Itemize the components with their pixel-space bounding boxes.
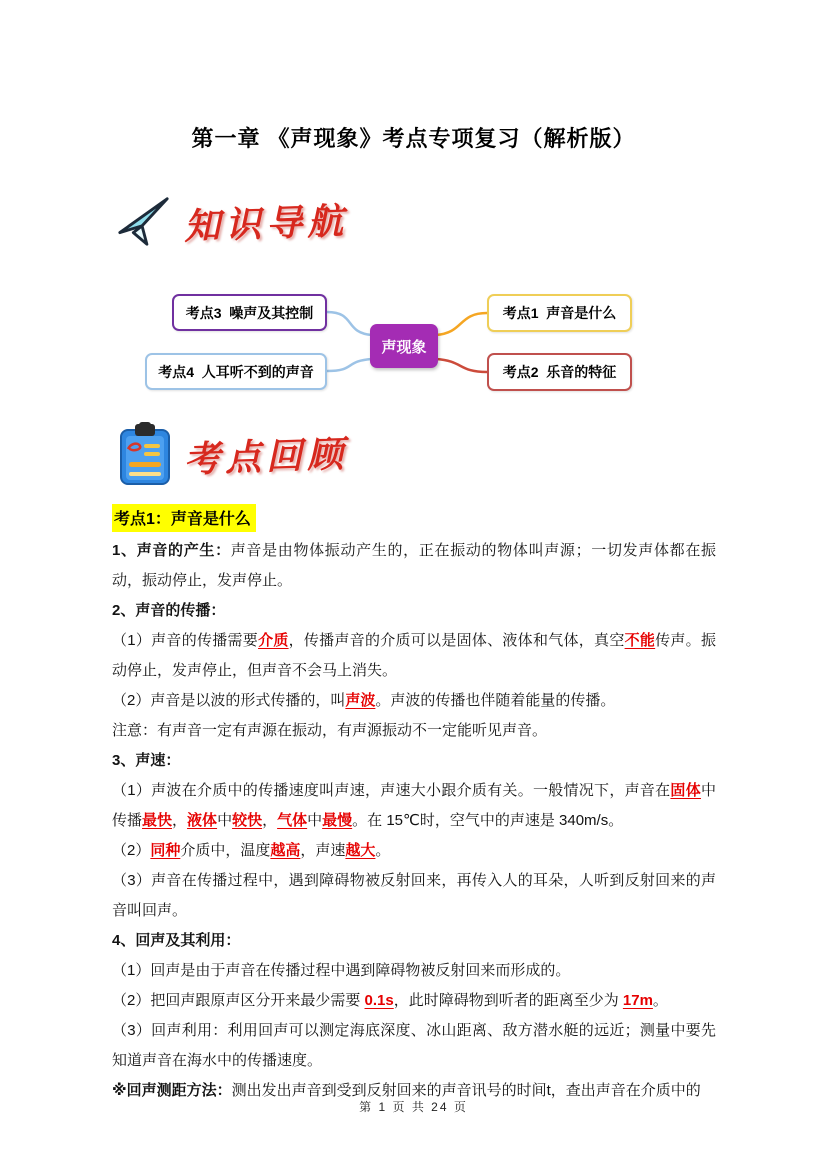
text-run: 中传播: [112, 782, 716, 829]
mindmap-node-kaodian4: 考点4 人耳听不到的声音: [145, 353, 327, 390]
red-emphasis: 最快: [142, 812, 173, 829]
text-run: ，声速: [300, 842, 346, 859]
text-run: （1）声音的传播需要: [112, 632, 259, 649]
paragraph: [112, 866, 716, 926]
clipboard-icon: [118, 422, 172, 486]
paragraph: [112, 716, 716, 746]
red-emphasis: 较快: [232, 812, 263, 829]
text-run: 中: [307, 812, 323, 829]
knowledge-nav-title: 知识导航: [183, 199, 349, 248]
text-run: （2）: [112, 842, 151, 859]
red-emphasis: 液体: [187, 812, 218, 829]
red-emphasis: 越大: [345, 842, 376, 859]
bold-label: 4、回声及其利用：: [112, 932, 241, 949]
paragraph: [112, 926, 716, 956]
content-area: [112, 504, 716, 1106]
red-emphasis: 介质: [258, 632, 289, 649]
red-emphasis: 气体: [277, 812, 308, 829]
bold-label: 1、声音的产生：: [112, 542, 231, 559]
text-run: 。在 15℃时，空气中的声速是 340m/s。: [352, 812, 624, 829]
page-footer: 第 1 页 共 24 页: [359, 1100, 468, 1114]
text-run: ，: [262, 812, 278, 829]
text-run: ，传播声音的介质可以是固体、液体和气体，真空: [288, 632, 625, 649]
connector-kaodian1: [436, 313, 487, 335]
mindmap: [130, 283, 690, 411]
text-run: 中: [217, 812, 233, 829]
text-run: （1）回声是由于声音在传播过程中遇到障碍物被反射回来而形成的。: [112, 962, 571, 979]
text-run: （3）声音在传播过程中，遇到障碍物被反射回来，再传入人的耳朵，人听到反射回来的声音叫回声。: [112, 872, 716, 919]
paragraph: [112, 746, 716, 776]
text-run: ，: [172, 812, 188, 829]
red-emphasis: 17m: [622, 992, 653, 1009]
text-run: 。: [652, 992, 668, 1009]
red-emphasis: 最慢: [322, 812, 353, 829]
mindmap-node-kaodian3: 考点3 噪声及其控制: [172, 294, 327, 331]
bold-label: 2、声音的传播：: [112, 602, 226, 619]
topic-heading: 考点1：声音是什么: [112, 504, 256, 532]
text-run: 测出发出声音到受到反射回来的声音讯号的时间t，查出声音在介质中的: [231, 1082, 701, 1099]
red-emphasis: 越高: [270, 842, 301, 859]
red-emphasis: 同种: [150, 842, 181, 859]
page-title: 第一章 《声现象》考点专项复习（解析版）: [191, 126, 636, 151]
mindmap-node-kaodian1: 考点1 声音是什么: [487, 294, 632, 332]
red-emphasis: 声波: [345, 692, 376, 709]
paragraph: [112, 596, 716, 626]
text-run: （1）声波在介质中的传播速度叫声速，声速大小跟介质有关。一般情况下，声音在: [112, 782, 671, 799]
text-run: 介质中，温度: [180, 842, 271, 859]
text-run: （2）把回声跟原声区分开来最少需要: [112, 992, 365, 1009]
paragraph: [112, 1016, 716, 1076]
paragraph: [112, 956, 716, 986]
red-emphasis: 固体: [670, 782, 701, 799]
paper-plane-icon: [114, 192, 172, 250]
paragraph: [112, 836, 716, 866]
bold-label: 3、声速：: [112, 752, 181, 769]
paragraph-list: [112, 536, 716, 1106]
text-run: 。声波的传播也伴随着能量的传播。: [375, 692, 616, 709]
text-run: （2）声音是以波的形式传播的，叫: [112, 692, 346, 709]
connector-kaodian2: [436, 359, 487, 372]
paragraph: [112, 986, 716, 1016]
paragraph: [112, 626, 716, 686]
text-run: 传声。振动停止，发声停止，但声音不会马上消失。: [112, 632, 716, 679]
red-emphasis: 0.1s: [364, 992, 394, 1009]
red-emphasis: 不能: [624, 632, 656, 649]
paragraph: [112, 536, 716, 596]
knowledge-nav-header: [114, 192, 348, 250]
text-run: ，此时障碍物到听者的距离至少为: [393, 992, 623, 1009]
paragraph: [112, 776, 716, 836]
text-run: 注意：有声音一定有声源在振动，有声源振动不一定能听见声音。: [112, 722, 548, 739]
connector-kaodian4: [327, 359, 372, 371]
bold-label: ※回声测距方法：: [112, 1082, 232, 1099]
review-header: [118, 422, 348, 486]
connector-kaodian3: [327, 312, 372, 335]
mindmap-node-kaodian2: 考点2 乐音的特征: [487, 353, 632, 391]
mindmap-center-node: 声现象: [370, 324, 438, 368]
text-run: （3）回声利用：利用回声可以测定海底深度、冰山距离、敌方潜水艇的远近；测量中要先知道声音在海水中的传播速度。: [112, 1022, 716, 1069]
review-title: 考点回顾: [183, 432, 349, 481]
text-run: 声音是由物体振动产生的，正在振动的物体叫声源；一切发声体都在振动，振动停止，发声停止。: [112, 542, 716, 589]
paragraph: [112, 686, 716, 716]
text-run: 。: [375, 842, 391, 859]
